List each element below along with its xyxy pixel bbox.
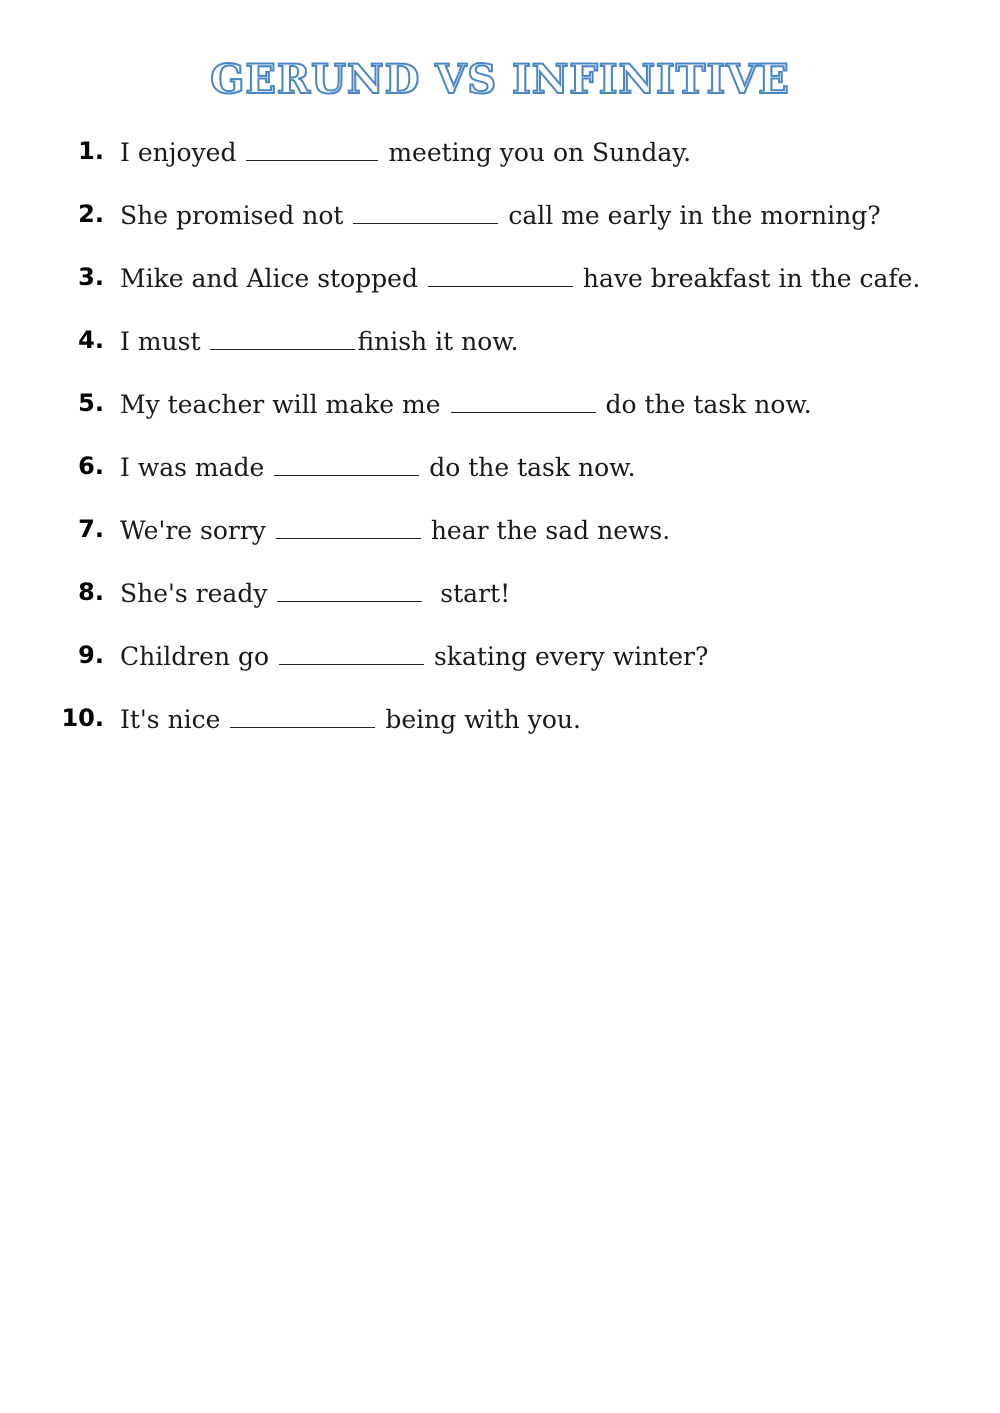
answer-blank[interactable] <box>274 451 419 476</box>
sentence-end: call me early in the morning? <box>500 201 881 230</box>
item-number: 4. <box>78 326 104 354</box>
item-number: 2. <box>78 200 104 228</box>
answer-blank[interactable] <box>276 514 421 539</box>
exercise-item <box>0 380 1000 443</box>
answer-blank[interactable] <box>353 199 498 224</box>
exercise-item <box>0 443 1000 506</box>
answer-blank[interactable] <box>279 640 424 665</box>
sentence-start: I was made <box>120 453 273 482</box>
answer-blank[interactable] <box>428 262 573 287</box>
sentence-end: skating every winter? <box>426 642 709 671</box>
item-number: 1. <box>78 137 104 165</box>
answer-blank[interactable] <box>451 388 596 413</box>
item-sentence <box>120 388 812 420</box>
sentence-end: do the task now. <box>421 453 636 482</box>
answer-blank[interactable] <box>246 136 378 161</box>
item-number: 6. <box>78 452 104 480</box>
answer-blank[interactable] <box>210 325 355 350</box>
item-number: 3. <box>78 263 104 291</box>
exercise-list <box>0 128 1000 758</box>
sentence-end: hear the sad news. <box>422 516 671 545</box>
sentence-end: meeting you on Sunday. <box>380 138 692 167</box>
item-sentence <box>120 325 519 357</box>
exercise-item <box>0 632 1000 695</box>
item-number: 5. <box>78 389 104 417</box>
item-number: 10. <box>61 704 104 732</box>
exercise-item <box>0 317 1000 380</box>
item-sentence <box>120 136 691 168</box>
item-sentence <box>120 640 708 672</box>
exercise-item <box>0 128 1000 191</box>
exercise-item <box>0 695 1000 758</box>
item-sentence <box>120 577 510 609</box>
sentence-start: Children go <box>120 642 278 671</box>
sentence-start: I must <box>120 327 209 356</box>
sentence-start: It's nice <box>120 705 229 734</box>
sentence-end: have breakfast in the cafe. <box>574 264 921 293</box>
item-number: 8. <box>78 578 104 606</box>
answer-blank[interactable] <box>277 577 422 602</box>
sentence-start: She's ready <box>120 579 276 608</box>
item-sentence <box>120 262 920 294</box>
exercise-item <box>0 254 1000 317</box>
worksheet-title: GERUND VS INFINITIVE <box>210 56 790 103</box>
sentence-start: My teacher will make me <box>120 390 449 419</box>
sentence-start: Mike and Alice stopped <box>120 264 426 293</box>
sentence-start: She promised not <box>120 201 352 230</box>
item-sentence <box>120 703 581 735</box>
answer-blank[interactable] <box>230 703 375 728</box>
sentence-end: start! <box>424 579 511 608</box>
sentence-end: do the task now. <box>597 390 812 419</box>
item-sentence <box>120 199 881 231</box>
item-number: 9. <box>78 641 104 669</box>
sentence-end: being with you. <box>377 705 581 734</box>
item-sentence <box>120 514 670 546</box>
exercise-item <box>0 191 1000 254</box>
item-number: 7. <box>78 515 104 543</box>
sentence-start: I enjoyed <box>120 138 245 167</box>
item-sentence <box>120 451 636 483</box>
sentence-end: finish it now. <box>357 327 519 356</box>
exercise-item <box>0 506 1000 569</box>
exercise-item <box>0 569 1000 632</box>
sentence-start: We're sorry <box>120 516 274 545</box>
